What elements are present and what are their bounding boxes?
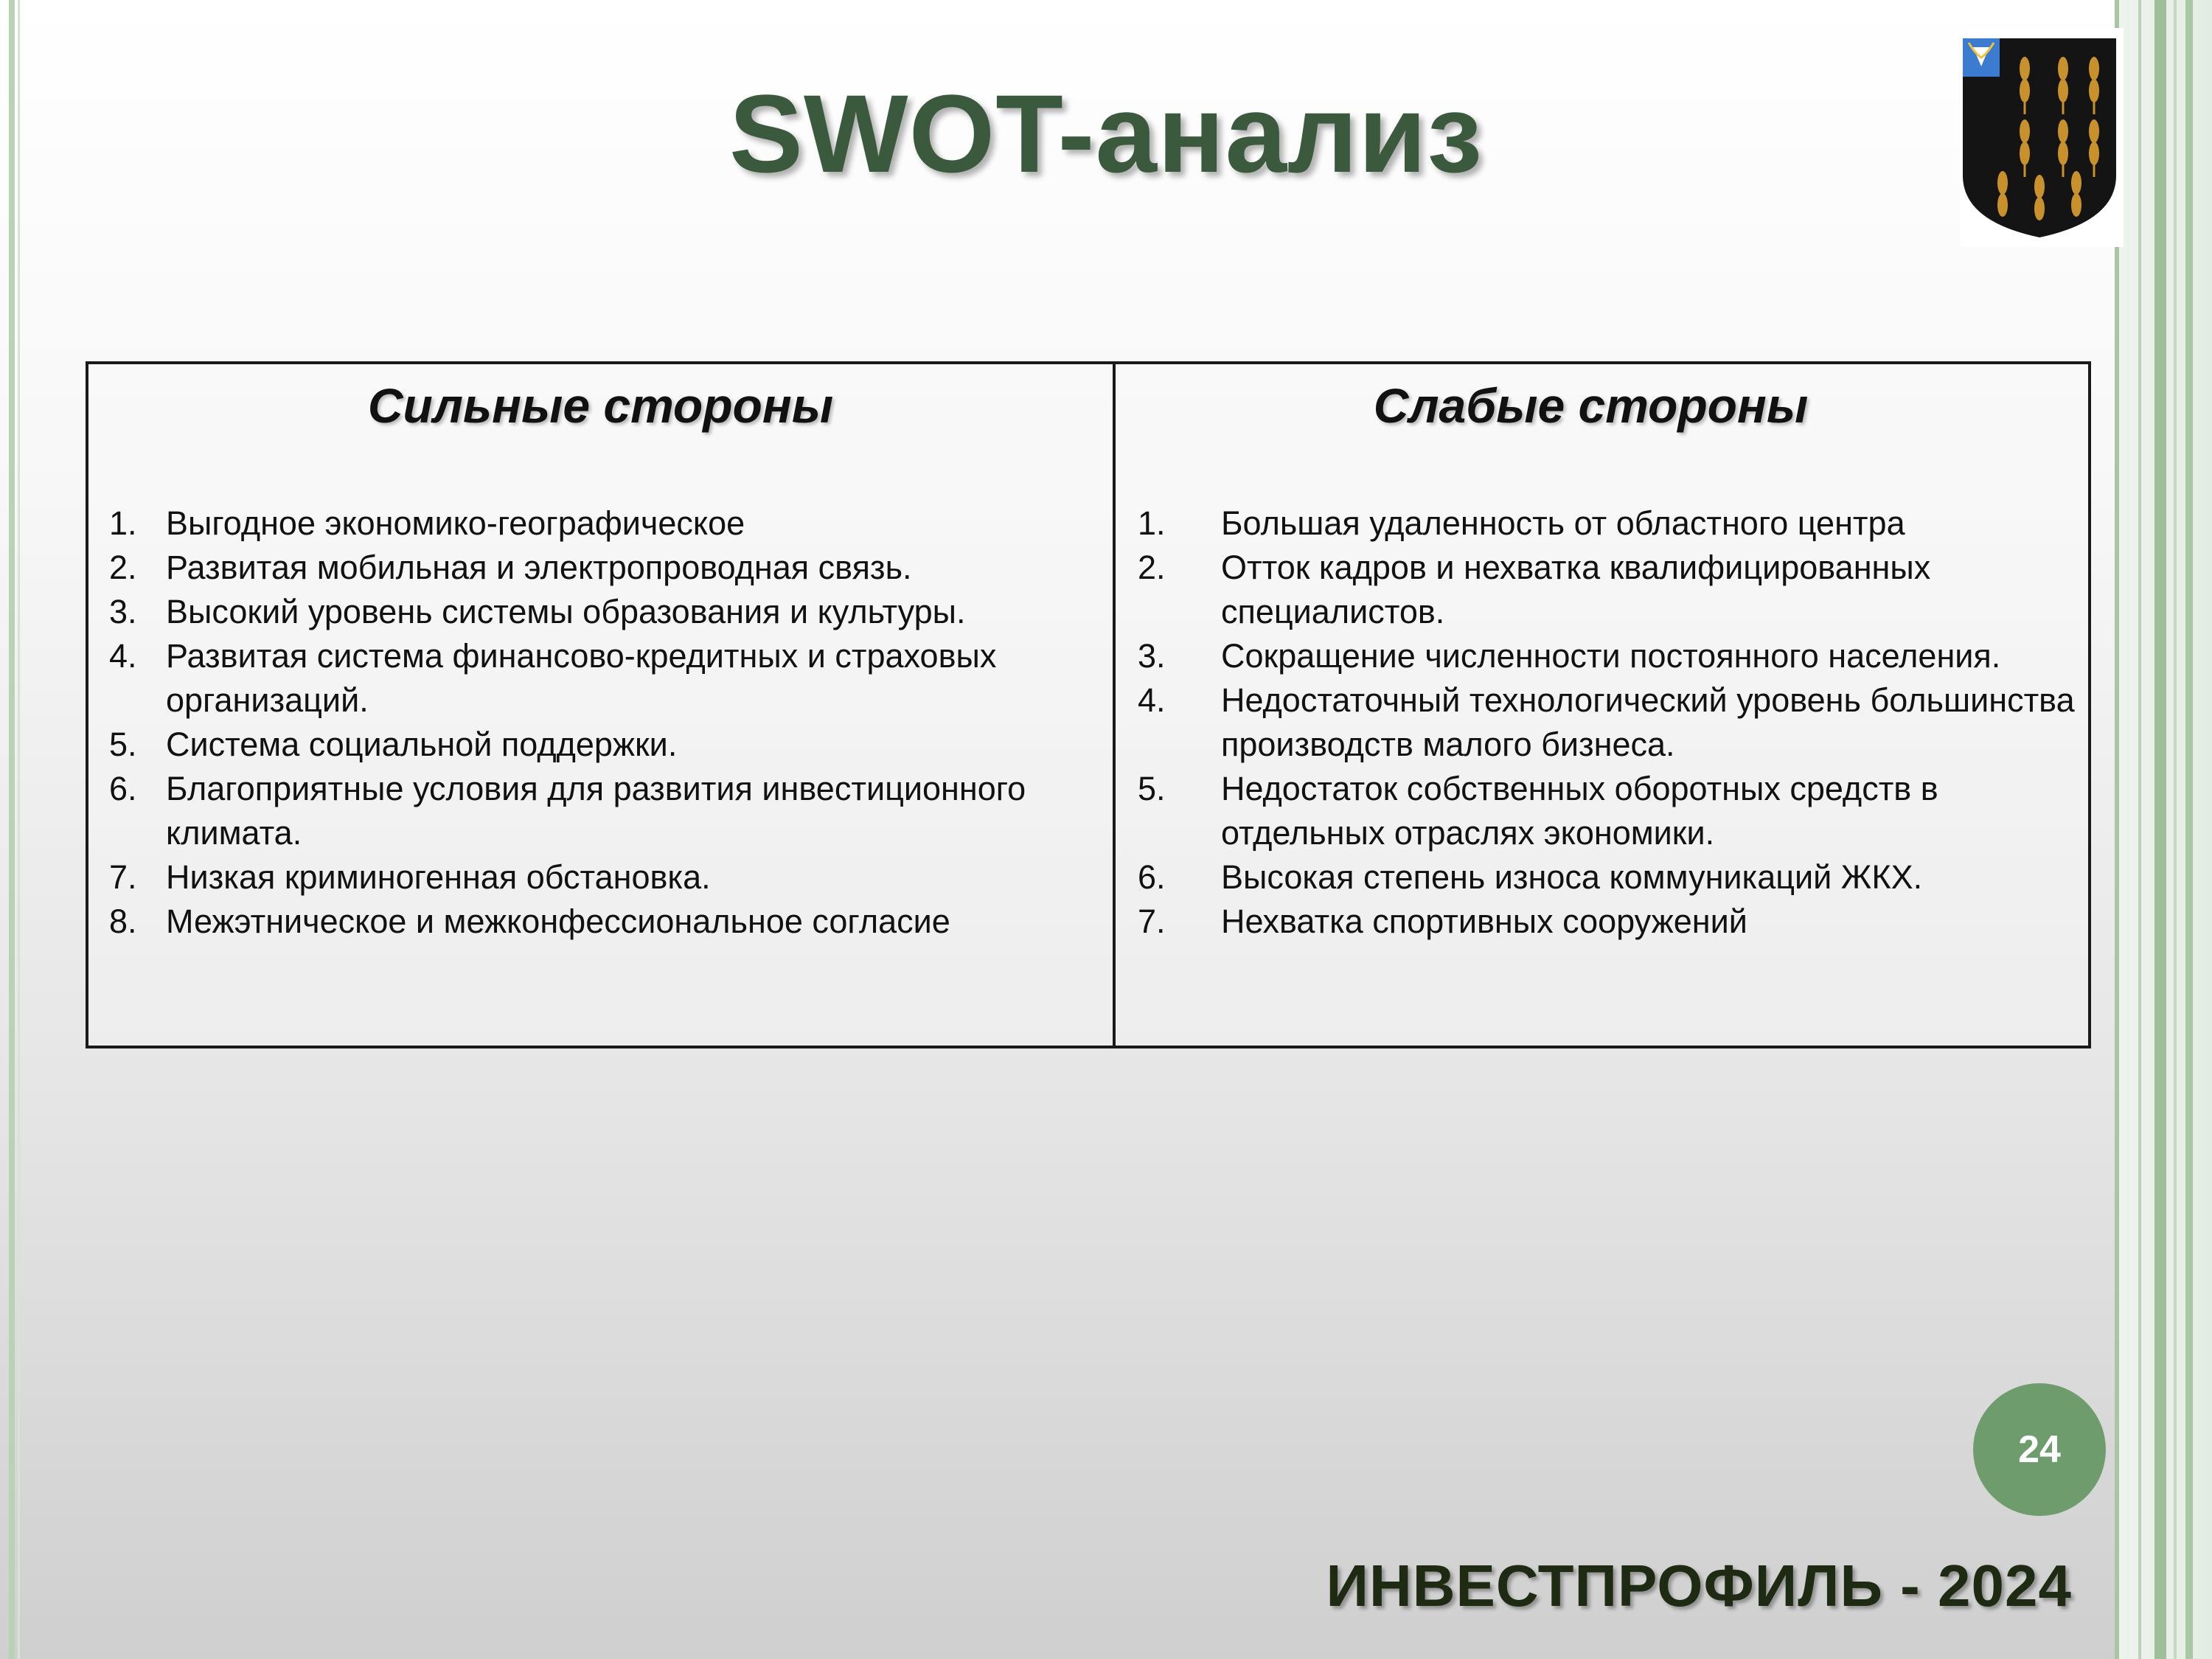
list-item (1138, 634, 2088, 678)
item-number: 3. (1138, 637, 1166, 675)
list-item (1138, 855, 2088, 900)
list-item (109, 900, 1113, 944)
weaknesses-heading: Слабые стороны (1373, 378, 1809, 433)
item-number: 4. (109, 637, 137, 675)
item-text: Благоприятные условия для развития инвестиционного климата. (166, 770, 1026, 852)
list-item (109, 501, 1113, 546)
slide-title: SWOT-анализ (728, 72, 1484, 195)
item-number: 1. (1138, 504, 1166, 542)
swot-table (86, 361, 2091, 1048)
item-number: 2. (109, 549, 137, 586)
item-text: Система социальной поддержки. (166, 726, 678, 763)
page-number-badge: 24 (1973, 1383, 2106, 1516)
item-text: Сокращение численности постоянного населения. (1221, 637, 2001, 675)
item-number: 6. (1138, 858, 1166, 896)
list-item (1138, 546, 2088, 634)
right-border-stripe (2138, 0, 2141, 1659)
item-number: 1. (109, 504, 137, 542)
list-item (109, 546, 1113, 590)
item-text: Недостаток собственных оборотных средств в отдельных отраслях экономики. (1221, 770, 1938, 852)
item-text: Межэтническое и межконфессиональное согласие (166, 902, 950, 940)
left-border-stripe-thin (18, 0, 20, 1659)
item-text: Низкая криминогенная обстановка. (166, 858, 711, 896)
item-number: 3. (109, 593, 137, 630)
coat-of-arms-icon (1960, 28, 2124, 247)
list-item (1138, 900, 2088, 944)
footer-title: ИНВЕСТПРОФИЛЬ - 2024 (1326, 1553, 2072, 1618)
right-border-stripe (2115, 0, 2119, 1659)
item-text: Выгодное экономико-географическое (166, 504, 745, 542)
list-item (109, 634, 1113, 723)
item-number: 5. (109, 726, 137, 763)
item-text: Отток кадров и нехватка квалифицированных специалистов. (1221, 549, 1931, 630)
item-text: Развитая система финансово-кредитных и страховых организаций. (166, 637, 997, 719)
strengths-list (109, 501, 1113, 944)
left-border-stripe (9, 0, 15, 1659)
list-item (109, 723, 1113, 767)
list-item (1138, 678, 2088, 767)
item-text: Недостаточный технологический уровень большинства производств малого бизнеса. (1221, 681, 2075, 763)
item-number: 8. (109, 902, 137, 940)
item-text: Развитая мобильная и электропроводная связь. (166, 549, 912, 586)
item-text: Высокая степень износа коммуникаций ЖКХ. (1221, 858, 1923, 896)
item-text: Большая удаленность от областного центра (1221, 504, 1905, 542)
item-number: 7. (1138, 902, 1166, 940)
strengths-column (88, 364, 1116, 1046)
list-item (1138, 501, 2088, 546)
item-number: 7. (109, 858, 137, 896)
right-border-stripe (2174, 0, 2177, 1659)
item-text: Нехватка спортивных сооружений (1221, 902, 1747, 940)
list-item (109, 767, 1113, 855)
weaknesses-column (1116, 364, 2088, 1046)
right-border-stripe (2154, 0, 2166, 1659)
strengths-heading: Сильные стороны (367, 378, 834, 433)
item-number: 6. (109, 770, 137, 807)
weaknesses-list (1138, 501, 2088, 944)
item-number: 5. (1138, 770, 1166, 807)
list-item (109, 590, 1113, 634)
item-number: 4. (1138, 681, 1166, 719)
item-text: Высокий уровень системы образования и культуры. (166, 593, 966, 630)
right-border-stripe (2185, 0, 2193, 1659)
item-number: 2. (1138, 549, 1166, 586)
list-item (109, 855, 1113, 900)
list-item (1138, 767, 2088, 855)
